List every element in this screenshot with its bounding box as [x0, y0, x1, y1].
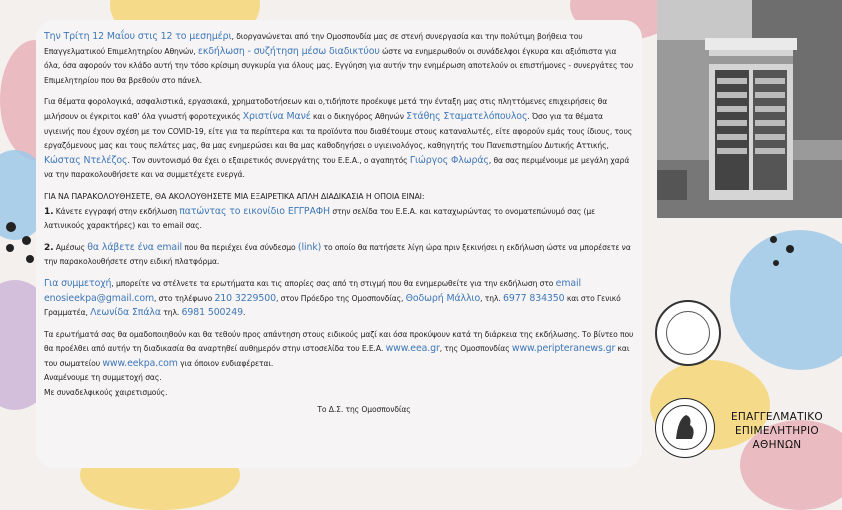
- decor-dot: [26, 255, 34, 263]
- website-link[interactable]: www.eekpa.com: [102, 357, 178, 369]
- logo-line: ΑΘΗΝΩΝ: [752, 439, 802, 451]
- contact-email[interactable]: email enosieekpa@gmail.com: [44, 277, 582, 304]
- contact-heading: Για συμμετοχή: [44, 277, 112, 289]
- kiosk-photo: [657, 0, 842, 218]
- topics-text: . Τον συντονισμό θα έχει ο εξαιρετικός συνεργάτης του Ε.Ε.Α., ο αγαπητός: [127, 155, 410, 165]
- intro-text: , διοργανώνεται από την Ομοσπονδία μας σε στενή συνεργασία και την πολύτιμη βοήθεια του Επαγγελματικού Επιμελητηρίου Αθηνών,: [44, 32, 583, 56]
- topics-text: και ο δικηγόρος Αθηνών: [310, 111, 407, 121]
- contact-phone: 6981 500249: [181, 307, 244, 319]
- chamber-logo-text: [722, 410, 832, 452]
- step-text: που θα περιέχει ένα σύνδεσμο: [182, 242, 298, 252]
- speaker-name: Κώστας Ντελέζος: [44, 154, 128, 166]
- step-two: [44, 241, 634, 270]
- step-text: Κάνετε εγγραφή στην εκδήλωση: [53, 206, 180, 216]
- contact-phone: 210 3229500: [214, 292, 276, 304]
- step-text: το οποίο θα πατήσετε λίγη ώρα πριν ξεκινήσει η εκδήλωση ώστε να μπορέσετε να την παρακολουθήσετε στην ειδική πλατφόρμα.: [44, 242, 631, 267]
- decor-dot: [6, 244, 14, 252]
- chamber-logo-emblem: [655, 398, 715, 458]
- seal-inner-ring: [666, 311, 710, 355]
- contact-text: , μπορείτε να στέλνετε τα ερωτήματα και τις απορίες σας από τη στιγμή που θα ενημερωθείτε για την εκδήλωση στο: [111, 278, 556, 288]
- contact-name: Θοδωρή Μάλλιο: [405, 292, 481, 304]
- announcement-text: [44, 30, 634, 417]
- speaker-name: Χριστίνα Μανέ: [242, 110, 311, 122]
- decor-dot: [786, 245, 794, 253]
- topics-text: Για θέματα φορολογικά, ασφαλιστικά, εργασιακά, χρηματοδοτήσεων και ο,τιδήποτε προέκυψε μετά την ένταξη μας στις πληττόμενες επιχειρήσεις θα μιλήσουν οι έγκριτοι καθ’ όλα γνωστή φοροτεχνικός: [44, 97, 608, 121]
- contact-text: τηλ.: [160, 308, 182, 318]
- website-link[interactable]: www.eea.gr: [385, 343, 440, 355]
- topics-text: . Όσο για τα θέματα υγιεινής που έχουν σχέση με τον COVID-19, είτε για τα περίπτερα και τα προϊόντα που διαθέτουμε στους καταναλωτές, είτε αφορούν εμάς τους ίδιους, τους εργαζόμενους μας και τους πελάτες μας, θα μας ενημερώσει και θα μας καθοδηγήσει ο υγιεινολόγος, καθηγητής του Πανεπιστημίου Δυτικής Αττικής,: [44, 111, 633, 151]
- step-one: [44, 205, 634, 234]
- closing-line: Με συναδελφικούς χαιρετισμούς.: [44, 388, 168, 398]
- event-date: Την Τρίτη 12 Μαΐου στις 12 το μεσημέρι: [44, 31, 232, 42]
- decor-dot: [22, 236, 31, 245]
- register-link[interactable]: πατώντας το εικονίδιο ΕΓΓΡΑΦΗ: [179, 205, 330, 217]
- steps-heading: ΓΙΑ ΝΑ ΠΑΡΑΚΟΛΟΥΘΗΣΕΤΕ, ΘΑ ΑΚΟΛΟΥΘΗΣΕΤΕ ΜΙΑ ΕΞΑΙΡΕΤΙΚΑ ΑΠΛΗ ΔΙΑΔΙΚΑΣΙΑ Η ΟΠΟΙΑ ΕΙΝΑΙ:: [44, 191, 425, 201]
- step-text: Αμέσως: [53, 242, 88, 252]
- contact-phone: 6977 834350: [503, 292, 565, 304]
- contact-text: , τηλ.: [480, 293, 503, 303]
- contact-text: και στο Γενικό Γραμματέα,: [44, 293, 621, 318]
- contact-name: Λεωνίδα Σπάλα: [90, 307, 161, 319]
- logo-line: ΕΠΑΓΓΕΛΜΑΤΙΚΟ: [730, 411, 824, 423]
- topics-text: , θα σας περιμένουμε με μεγάλη χαρά να την παρακολουθήσετε και να συμμετέχετε ενεργά.: [44, 155, 630, 180]
- decor-dot: [770, 236, 777, 243]
- decor-dot: [773, 260, 779, 266]
- contact-text: , στο τηλέφωνο: [154, 293, 215, 303]
- topics-paragraph: [44, 95, 634, 183]
- signature: Το Δ.Σ. της Ομοσπονδίας: [317, 404, 411, 414]
- federation-seal: [655, 300, 721, 366]
- decor-dot: [6, 222, 16, 232]
- closing-text: , της Ομοσπονδίας: [439, 344, 512, 354]
- step-text: στην σελίδα του Ε.Ε.Α. και καταχωρώντας το ονοματεπώνυμό σας (με λατινικούς χαρακτήρες) και το email σας.: [44, 206, 596, 231]
- contact-paragraph: [44, 277, 634, 321]
- closing-text: και του σωματείου: [44, 344, 630, 368]
- intro-text: ώστε να ενημερωθούν οι συνάδελφοι έγκυρα και αξιόπιστα για όλα, όσα αφορούν τον κλάδο αυτή την τόσο κρίσιμη συγκυρία για όλους μας. Εγγύηση για αυτήν την ενημέρωση αποτελούν οι επιστήμονες - συνεργάτες του Επιμελητηρίου που θα βρεθούν στο πάνελ.: [44, 46, 634, 85]
- closing-line: Αναμένουμε τη συμμετοχή σας.: [44, 373, 162, 383]
- email-note: θα λάβετε ένα email: [87, 241, 183, 253]
- closing-text: Τα ερωτήματά σας θα ομαδοποιηθούν και θα τεθούν προς απάντηση στους ειδικούς μαζί και όσα προκύψουν κατά τη διάρκεια της εκδήλωσης. Το βίντεο που θα προέλθει από αυτήν τη διαδικασία θα αναρτηθεί αυθημερόν στην ιστοσελίδα του Ε.Ε.Α.: [44, 329, 634, 354]
- event-title: εκδήλωση - συζήτηση μέσω διαδικτύου: [197, 45, 380, 57]
- contact-text: .: [243, 308, 246, 318]
- link-note: (link): [297, 241, 322, 253]
- step-number: 2.: [44, 242, 54, 253]
- speaker-name: Στάθης Σταματελόπουλος: [406, 110, 528, 122]
- website-link[interactable]: www.peripteranews.gr: [511, 343, 616, 355]
- intro-paragraph: [44, 30, 634, 88]
- logo-line: ΕΠΙΜΕΛΗΤΗΡΙΟ: [734, 425, 819, 437]
- closing-text: για όποιον ενδιαφέρεται.: [177, 358, 274, 368]
- contact-text: , στον Πρόεδρο της Ομοσπονδίας,: [275, 293, 406, 303]
- speaker-name: Γιώργος Φλωράς: [409, 154, 489, 166]
- closing-paragraph: [44, 328, 634, 372]
- announcement-card: [36, 20, 642, 468]
- step-number: 1.: [44, 206, 54, 217]
